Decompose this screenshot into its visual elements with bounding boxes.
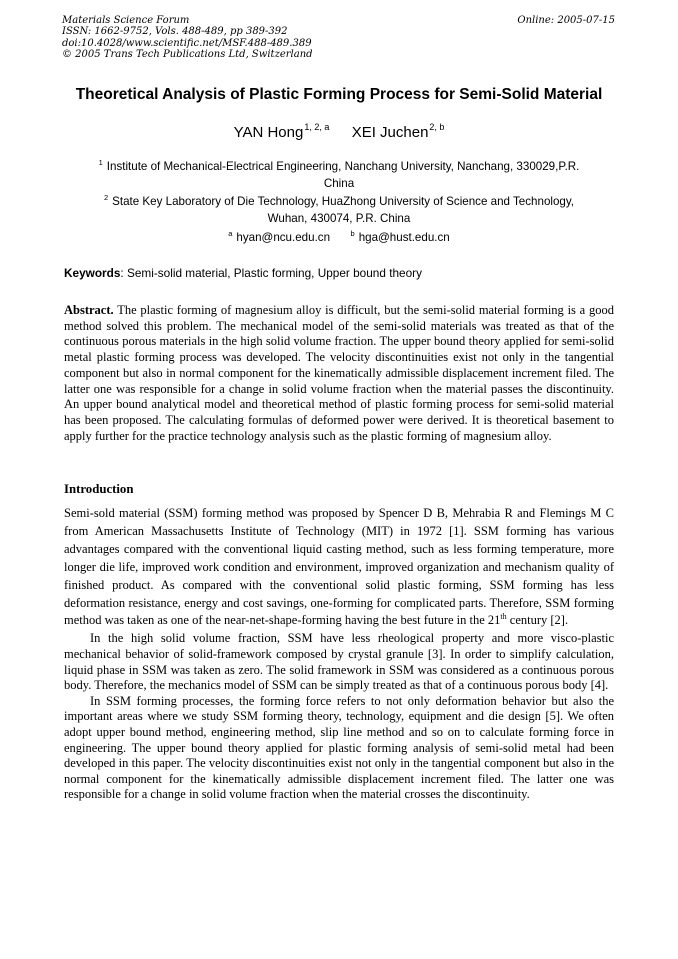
affiliation-mark: 2 (103, 193, 109, 202)
email-link[interactable]: hga@hust.edu.cn (358, 231, 450, 244)
email-link[interactable]: hyan@ncu.edu.cn (236, 231, 331, 244)
affiliation-mark: 1 (98, 158, 103, 167)
journal-issn: ISSN: 1662-9752, Vols. 488-489, pp 389-392 (62, 26, 288, 38)
paragraph (64, 505, 614, 631)
abstract (64, 303, 614, 444)
affiliation (60, 194, 618, 227)
affiliation (60, 159, 618, 192)
keywords-text: : Semi-solid material, Plastic forming, Upper bound theory (120, 266, 422, 280)
section-heading: Introduction (64, 482, 134, 496)
journal-name: Materials Science Forum (62, 15, 190, 26)
paragraph-text: century [2]. (506, 613, 569, 628)
introduction-body (64, 505, 614, 803)
journal-copyright: © 2005 Trans Tech Publications Ltd, Switzerland (62, 48, 313, 60)
author-name: YAN Hong (233, 124, 304, 141)
affiliation-line: Wuhan, 430074, P.R. China (267, 212, 411, 225)
author-name: XEI Juchen (351, 124, 429, 141)
paragraph-text: Semi-sold material (SSM) forming method was proposed by Spencer D B, Mehrabia R and Flemings M C from American Massachusetts Institute of Technology (MIT) in 1972 [1]. SSM forming has various advantages compared with the conventional liquid casting method, such as less forming temperature, more longer die life, improved work condition and environment, improved organization and mechanism quality of finished product. As compared with the conventional solid plastic forming, SSM forming has less deformation resistance, energy and cost savings, one-forming for complicated parts. Therefore, SSM forming method was taken as one of the near-net-shape-forming having the best future in the 21 (64, 506, 614, 628)
journal-doi: doi:10.4028/www.scientific.net/MSF.488-489.389 (62, 37, 312, 49)
keywords-label: Keywords (64, 266, 121, 280)
affiliation-line: Institute of Mechanical-Electrical Engineering, Nanchang University, Nanchang, 330029,P.R. (106, 160, 580, 173)
email-mark: b (350, 229, 355, 238)
email-mark: a (228, 229, 233, 238)
online-date: Online: 2005-07-15 (517, 15, 615, 26)
author-list (40, 124, 638, 141)
affiliation-line: China (323, 177, 355, 190)
abstract-text: The plastic forming of magnesium alloy is difficult, but the semi-solid material forming is a good method solved this problem. The mechanical model of the semi-solid materials was treated as that of the continuous porous materials in the high solid volume fraction. The upper bound theory applied for semi-solid metal plastic forming process was developed. The velocity discontinuities exist not only in the tangential component but also in normal component for the kinematically admissible displacement increment filed. The latter one was responsible for a change in solid volume fraction when the material passes the discontinuity. An upper bound analytical model and theoretical method of plastic forming process for semi-solid material has been proposed. The calculating formulas of deformed power were derived. It is theoretical basement to apply further for the practice technology analysis such as the plastic forming of magnesium alloy. (64, 303, 614, 443)
author-affiliation-mark: 1, 2, a (304, 122, 330, 132)
paragraph: In SSM forming processes, the forming force refers to not only deformation behavior but also the important areas where we study SSM forming theory, technology, equipment and die design [5]. We often adopt upper bound method, engineering method, slip line method and so on to calculate forming force in engineering. The upper bound theory applied for plastic forming analysis of semi-solid metal had been developed in this paper. The velocity discontinuities exist not only in the tangential component but also in the normal component for the kinematically admissible displacement increment filed. The latter one was responsible for a change in solid volume fraction when the material crosses the discontinuity. (64, 693, 614, 802)
keywords (64, 266, 616, 280)
ordinal-suffix: th (500, 612, 507, 622)
paper-title: Theoretical Analysis of Plastic Forming Process for Semi-Solid Material (75, 86, 603, 103)
paragraph: In the high solid volume fraction, SSM have less rheological property and more visco-plastic mechanical behavior of solid-framework composed by crystal granule [3]. In order to simplify calculation, liquid phase in SSM was taken as zero. The solid framework in SSM was considered as a continuous porous body. Therefore, the mechanics model of SSM can be simply treated as that of a continuous porous body [4]. (64, 631, 614, 693)
affiliation-line: State Key Laboratory of Die Technology, HuaZhong University of Science and Technology, (112, 195, 575, 208)
journal-info (62, 15, 313, 60)
abstract-label: Abstract. (64, 303, 114, 317)
author-affiliation-mark: 2, b (429, 122, 445, 132)
author-emails (40, 231, 638, 244)
